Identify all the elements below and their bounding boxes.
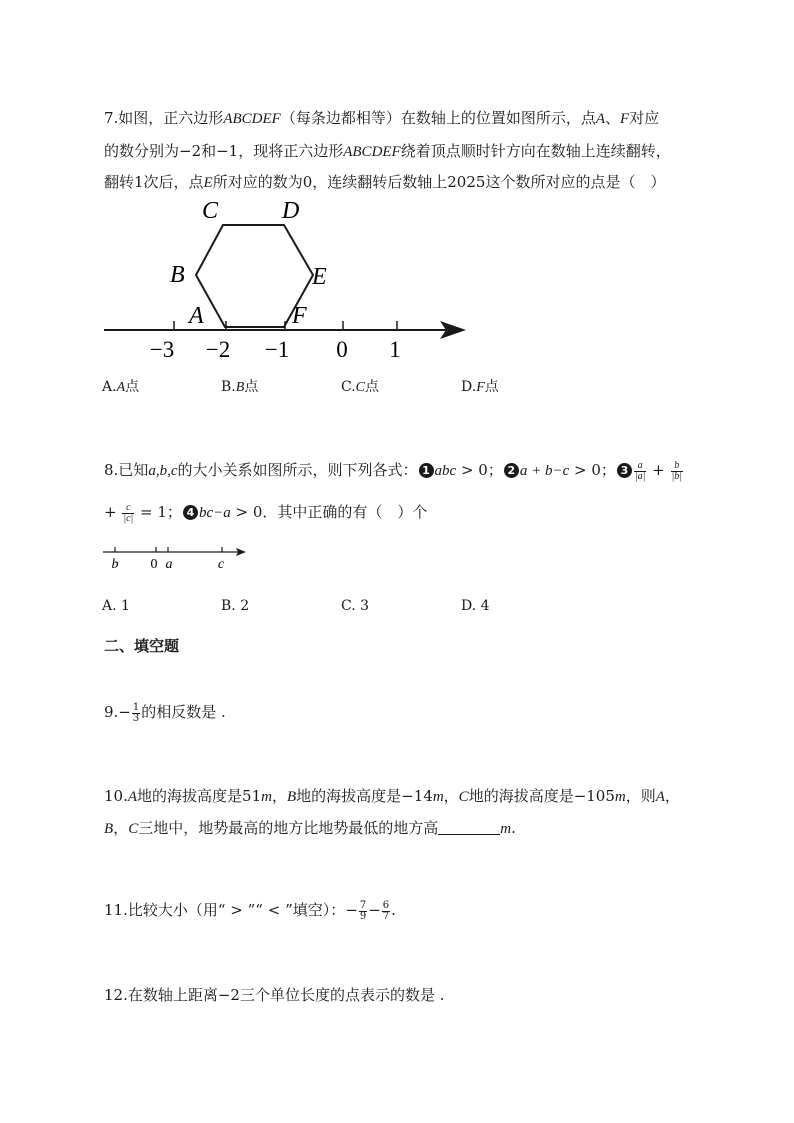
q11-line: 11.比较大小（用“ > ”“ < ”填空）：− $\frac{7}{9}$ − $\frac{6}{7}$ . [104,899,396,922]
vertex-label-c: C [202,198,219,224]
circled-number-1: 1 [419,463,434,478]
q7-line-3: 翻转1次后，点E所对应的数为0，连续翻转后数轴上2025这个数所对应的点是（ ） [104,173,666,191]
fraction-b-over-abs-b: $\frac{b}{|b|}$ [671,459,682,482]
fraction-a-over-abs-a: $\frac{a}{|a|}$ [634,459,646,482]
section-heading: 二、填空题 [104,637,180,655]
q7-option-d[interactable]: D.F点 [461,379,499,395]
q7-line-1: 7.如图，正六边形ABCDEF（每条边都相等）在数轴上的位置如图所示，点A、F对应 [104,109,660,127]
q8-label-c: c [217,557,225,572]
q10-line-1: 10.A地的海拔高度是51m，B地的海拔高度是−14m，C地的海拔高度是−105m，则A， [104,787,680,805]
vertex-label-a: A [189,303,204,329]
circled-number-2: 2 [504,463,519,478]
q9-line: 9.− $\frac{1}{3}$ 的相反数是 . [104,701,226,724]
q8-label-a: a [165,557,173,572]
q8-option-b[interactable]: B. 2 [221,598,250,614]
tick-label-minus-3: −3 [149,337,175,362]
vertex-label-b: B [170,262,185,288]
q8-line-2: + $\frac{c}{|c|}$ = 1； 4 bc−a > 0．其中正确的有（ ）个 [104,501,428,524]
q7-option-b[interactable]: B.B点 [221,379,259,395]
vertex-label-f: F [292,303,307,329]
q8-label-0: 0 [150,557,158,572]
tick-label-minus-2: −2 [205,337,231,362]
vertex-label-d: D [282,198,300,224]
tick-label-1: 1 [389,337,401,362]
q7-option-c[interactable]: C.C点 [341,379,380,395]
tick-label-0: 0 [336,337,348,362]
circled-number-4: 4 [183,505,198,520]
q8-option-a[interactable]: A. 1 [102,598,130,614]
fraction-6-over-7: $\frac{6}{7}$ [382,899,390,922]
vertex-label-e: E [312,264,327,290]
fraction-1-over-3: $\frac{1}{3}$ [132,701,140,724]
q8-label-b: b [111,557,119,572]
q8-option-d[interactable]: D. 4 [461,598,490,614]
q8-option-c[interactable]: C. 3 [341,598,370,614]
circled-number-3: 3 [617,463,632,478]
answer-blank[interactable] [438,820,500,835]
fraction-7-over-9: $\frac{7}{9}$ [359,899,367,922]
q7-line-2: 的数分别为−2和−1，现将正六边形ABCDEF绕着顶点顺时针方向在数轴上连续翻转， [104,142,671,160]
q8-line-1: 8.已知a,b,c的大小关系如图所示，则下列各式： 1 abc > 0； 2 a + b−c > 0； 3 $\frac{a}{|a|}$ + $\frac{b}{|b|}$ [104,459,682,482]
fraction-c-over-abs-c: $\frac{c}{|c|}$ [123,501,134,524]
q7-option-a[interactable]: A.A点 [102,379,140,395]
q12-line: 12.在数轴上距离−2三个单位长度的点表示的数是 . [104,986,445,1004]
q10-line-2: B，C三地中，地势最高的地方比地势最低的地方高 m. [104,819,516,837]
tick-label-minus-1: −1 [264,337,290,362]
